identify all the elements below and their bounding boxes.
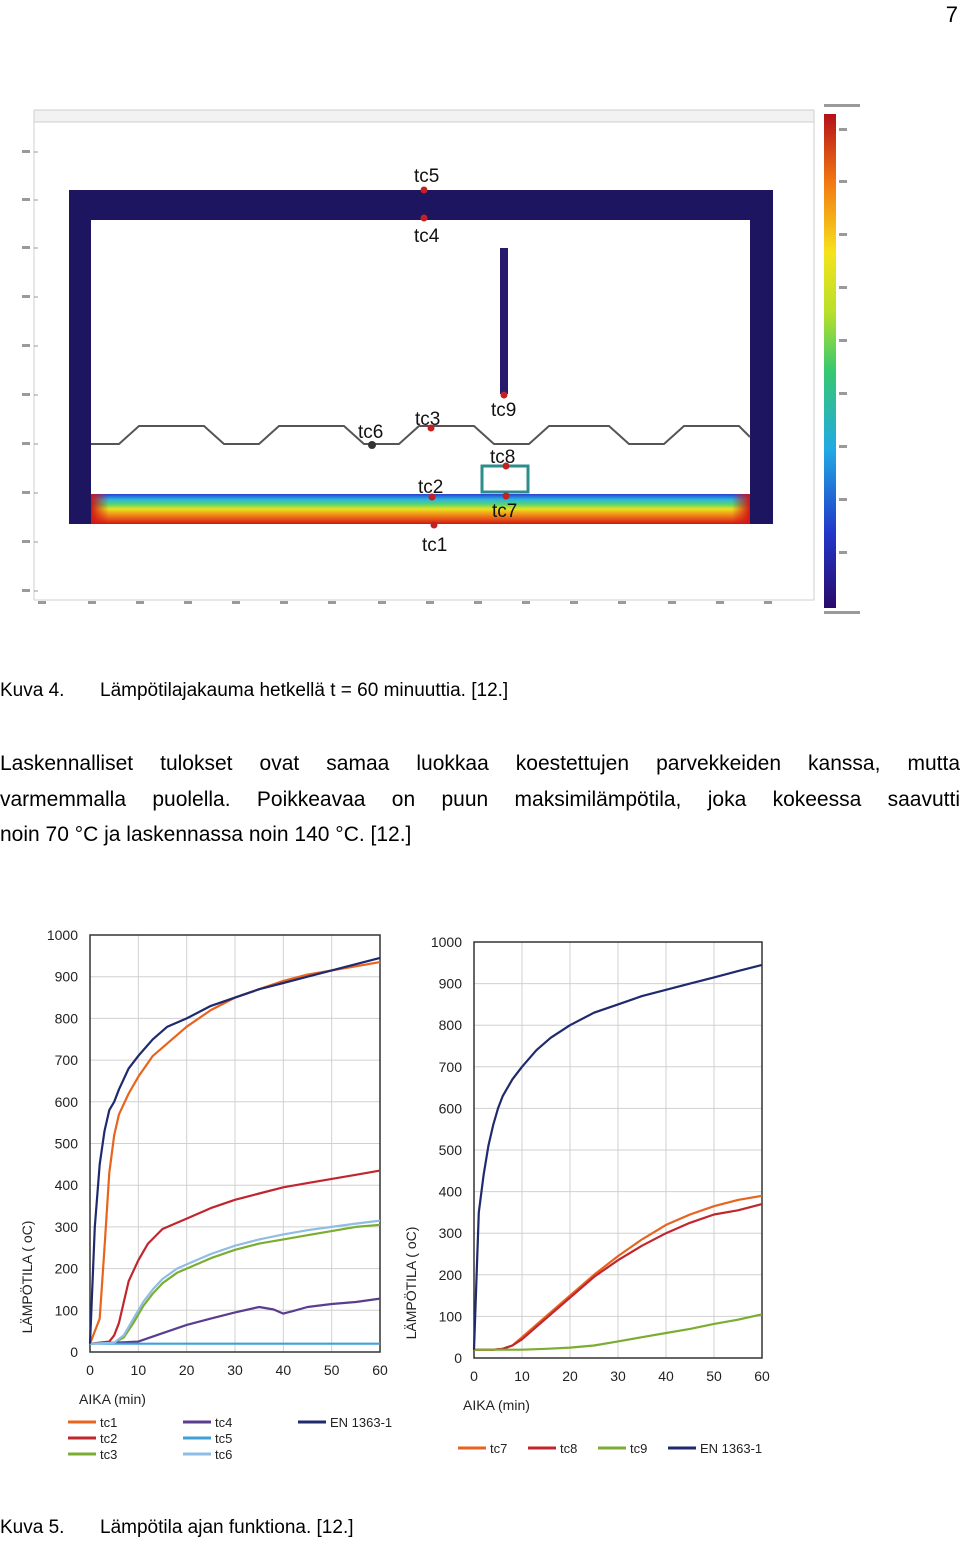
x-tick-label: 50 <box>706 1368 722 1384</box>
y-tick-label: 1000 <box>46 927 78 943</box>
y-tick-label: 200 <box>438 1266 462 1283</box>
x-tick-label: 50 <box>323 1362 340 1378</box>
y-tick-label: 500 <box>438 1142 462 1158</box>
y-tick-label: 500 <box>54 1135 78 1152</box>
figure4-caption-text: Lämpötilajakauma hetkellä t = 60 minuuttia. [12.] <box>100 680 509 701</box>
y-tick-label: 0 <box>454 1350 462 1366</box>
paragraph-line-3: noin 70 °C ja laskennassa noin 140 °C. [12.] <box>0 823 412 846</box>
legend-label: tc2 <box>100 1431 118 1446</box>
x-tick-label: 40 <box>275 1362 292 1378</box>
y-tick-label: 900 <box>54 968 78 985</box>
sensor-label-tc8: tc8 <box>490 447 516 468</box>
x-tick-label: 10 <box>130 1362 147 1378</box>
y-tick-label: 600 <box>438 1100 462 1117</box>
x-axis-label: AIKA (min) <box>79 1391 146 1407</box>
legend-label: EN 1363-1 <box>700 1441 763 1456</box>
sensor-label-tc4: tc4 <box>414 226 440 247</box>
body-paragraph <box>0 746 960 853</box>
figure5-caption-label: Kuva 5. <box>0 1517 65 1538</box>
sensor-label-tc9: tc9 <box>491 400 517 421</box>
paragraph-line-1: Laskennalliset tulokset ovat samaa luokkaa koestettujen parvekkeiden kanssa, mutta <box>0 752 960 775</box>
chart-left <box>10 918 395 1473</box>
sensor-label-tc7: tc7 <box>492 501 518 522</box>
figure4-caption <box>0 680 508 702</box>
y-tick-label: 300 <box>54 1218 78 1235</box>
sensor-label-tc5: tc5 <box>414 166 440 187</box>
y-tick-label: 800 <box>438 1017 462 1034</box>
y-tick-label: 100 <box>438 1308 462 1325</box>
y-tick-label: 400 <box>438 1183 462 1200</box>
x-tick-label: 0 <box>86 1362 94 1378</box>
legend-label: tc3 <box>100 1447 118 1462</box>
legend-label: tc5 <box>215 1431 233 1446</box>
sensor-label-tc1: tc1 <box>422 535 448 556</box>
y-tick-label: 300 <box>438 1225 462 1242</box>
y-tick-label: 800 <box>54 1010 78 1027</box>
figure5-caption-text: Lämpötila ajan funktiona. [12.] <box>100 1517 354 1538</box>
x-axis-label: AIKA (min) <box>463 1397 530 1413</box>
x-tick-label: 30 <box>227 1362 243 1378</box>
legend-label: tc9 <box>630 1441 648 1456</box>
x-tick-label: 20 <box>178 1362 195 1378</box>
y-tick-label: 100 <box>54 1302 78 1319</box>
figure5-caption <box>0 1517 354 1539</box>
y-tick-label: 1000 <box>430 934 462 950</box>
figure4-caption-label: Kuva 4. <box>0 680 65 701</box>
x-tick-label: 40 <box>658 1368 674 1384</box>
y-axis-label: LÄMPÖTILA ( oC) <box>403 1226 419 1340</box>
y-tick-label: 600 <box>54 1093 78 1110</box>
y-tick-label: 700 <box>54 1052 78 1069</box>
legend-label: EN 1363-1 <box>330 1415 393 1430</box>
y-tick-label: 700 <box>438 1058 462 1075</box>
legend-label: tc7 <box>490 1441 508 1456</box>
legend-label: tc1 <box>100 1415 118 1430</box>
x-tick-label: 30 <box>610 1368 626 1384</box>
y-tick-label: 900 <box>438 975 462 992</box>
x-tick-label: 60 <box>754 1368 770 1384</box>
y-tick-label: 400 <box>54 1177 78 1194</box>
colorbar <box>824 114 836 608</box>
sensor-label-tc6: tc6 <box>358 422 384 443</box>
paragraph-line-2: varmemmalla puolella. Poikkeavaa on puun maksimilämpötila, joka kokeessa saavutti <box>0 787 960 811</box>
x-tick-label: 0 <box>470 1368 478 1384</box>
x-tick-label: 10 <box>514 1368 530 1384</box>
y-tick-label: 200 <box>54 1260 78 1277</box>
legend-label: tc6 <box>215 1447 233 1462</box>
x-tick-label: 20 <box>562 1368 578 1384</box>
sensor-label-tc2: tc2 <box>418 477 444 498</box>
temperature-distribution-figure <box>4 92 870 622</box>
legend-label: tc8 <box>560 1441 578 1456</box>
legend-label: tc4 <box>215 1415 233 1430</box>
y-axis-label: LÄMPÖTILA ( oC) <box>19 1220 35 1334</box>
x-tick-label: 60 <box>372 1362 388 1378</box>
sensor-label-tc3: tc3 <box>415 409 441 430</box>
chart-right <box>400 925 785 1470</box>
y-tick-label: 0 <box>70 1344 78 1360</box>
page-number: 7 <box>945 2 958 27</box>
